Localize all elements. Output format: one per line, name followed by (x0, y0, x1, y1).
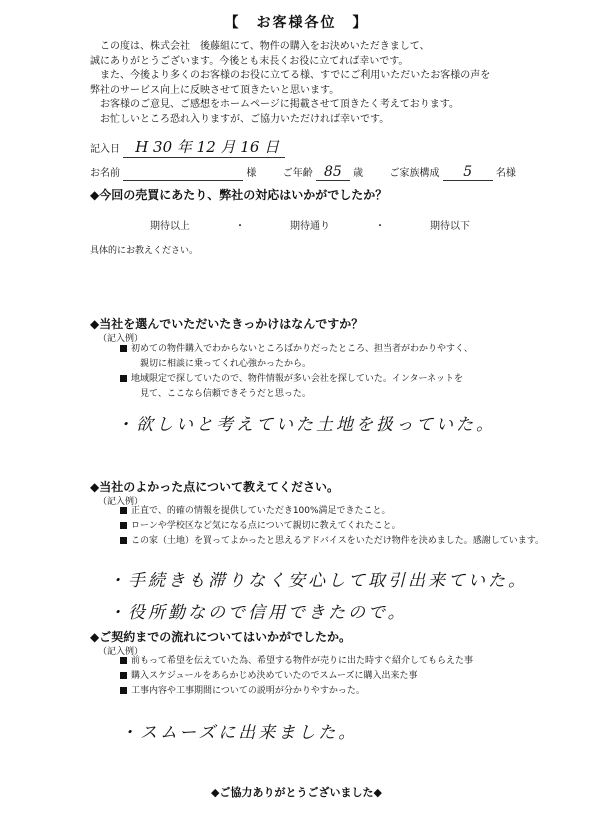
intro-line: 弊社のサービス向上に反映させて頂きたいと思います。 (90, 84, 340, 96)
family-unit: 名様 (495, 168, 516, 179)
example-item: 見て、ここなら信頼できそうだと思った。 (131, 389, 311, 399)
example-item: 購入スケジュールをあらかじめ決めていたのでスムーズに購入出来た事 (120, 669, 473, 684)
q3-examples (120, 504, 544, 549)
option-below-expectation[interactable]: 期待以下 (430, 221, 470, 232)
option-above-expectation[interactable]: 期待以上 (150, 221, 190, 232)
example-item: 親切に相談に乗ってくれ心強かったから。 (131, 359, 312, 369)
age-label: ご年齢 (282, 168, 313, 179)
q2-answer: ・欲しいと考えていた土地を扱っていた。 (116, 415, 496, 435)
name-label: お名前 (90, 168, 120, 179)
footer-thanks: ◆ご協力ありがとうございました◆ (211, 786, 382, 799)
intro-line: 誠にありがとうございます。今後とも末長くお役に立てれば幸いです。 (90, 55, 409, 67)
bullet-icon (120, 537, 127, 544)
q1-detail-label: 具体的にお教えください。 (90, 246, 199, 256)
date-field[interactable]: H 30 年 12 月 16 日 (123, 136, 285, 158)
example-item: 初めての物件購入でわからないところばかりだったところ、担当者がわかりやすく、 (120, 342, 473, 357)
option-as-expected[interactable]: 期待通り (290, 221, 330, 232)
q4-example-label: （記入例） (98, 647, 144, 657)
q2-example-label: （記入例） (98, 334, 144, 344)
q1-rating-options (150, 217, 470, 232)
intro-line: この度は、株式会社 後藤組にて、物件の購入をお決めいただきまして、 (100, 41, 430, 52)
bullet-icon (120, 687, 127, 694)
bullet-icon (120, 657, 127, 664)
intro-text (90, 40, 560, 127)
intro-line: お客様のご意見、ご感想をホームページに掲載させて頂きたく考えております。 (100, 99, 459, 110)
q3-answer-1: ・手続きも滞りなく安心して取引出来ていた。 (108, 571, 528, 591)
bullet-icon (120, 507, 127, 514)
bullet-icon (120, 375, 127, 382)
q3-answer-2: ・役所勤なので信用できたので。 (108, 603, 408, 623)
example-item: 工事内容や工事期間についての説明が分かりやすかった。 (120, 684, 473, 699)
bullet-icon (120, 522, 127, 529)
example-item: 地域限定で探していたので、物件情報が多い会社を探していた。インターネットを (120, 372, 473, 387)
age-field[interactable]: 85 (316, 164, 350, 181)
age-unit: 歳 (353, 168, 364, 179)
option-separator: ・ (235, 221, 245, 232)
example-item: ローンや学校区など気になる点について親切に教えてくれたこと。 (120, 519, 544, 534)
q2-examples (120, 342, 473, 402)
family-label: ご家族構成 (389, 168, 440, 179)
intro-line: お忙しいところ恐れ入りますが、ご協力いただければ幸いです。 (100, 113, 390, 125)
date-label: 記入日 (90, 144, 120, 155)
family-field[interactable]: 5 (443, 164, 493, 181)
example-item: 正直で、的確の情報を提供していただき100%満足できたこと。 (120, 504, 544, 519)
q4-examples (120, 654, 473, 699)
name-row (90, 164, 560, 181)
q2-title: ◆当社を選んでいただいたきっかけはなんですか？ (90, 317, 364, 331)
q4-answer: ・スムーズに出来ました。 (120, 723, 359, 743)
date-row (90, 136, 285, 158)
q3-title: ◆当社のよかった点について教えてください。 (90, 480, 339, 494)
example-item: この家（土地）を買ってよかったと思えるアドバイスをいただけ物件を決めました。感謝しています。 (120, 534, 544, 549)
bullet-icon (120, 345, 127, 352)
q4-title: ◆ご契約までの流れについてはいかがでしたか。 (90, 630, 351, 644)
q1-title: ◆今回の売買にあたり、弊社の対応はいかがでしたか？ (90, 188, 388, 202)
bullet-icon (120, 672, 127, 679)
name-suffix: 様 (246, 168, 257, 179)
name-field[interactable] (123, 168, 243, 181)
example-item: 前もって希望を伝えていた為、希望する物件が売りに出た時すぐ紹介してもらえた事 (120, 654, 473, 669)
page-title: 【 お客様各位 】 (224, 15, 369, 31)
option-separator: ・ (375, 221, 385, 232)
intro-line: また、今後より多くのお客様のお役に立てる様、すでにご利用いただいたお客様の声を (100, 70, 491, 81)
q3-example-label: （記入例） (98, 497, 144, 507)
